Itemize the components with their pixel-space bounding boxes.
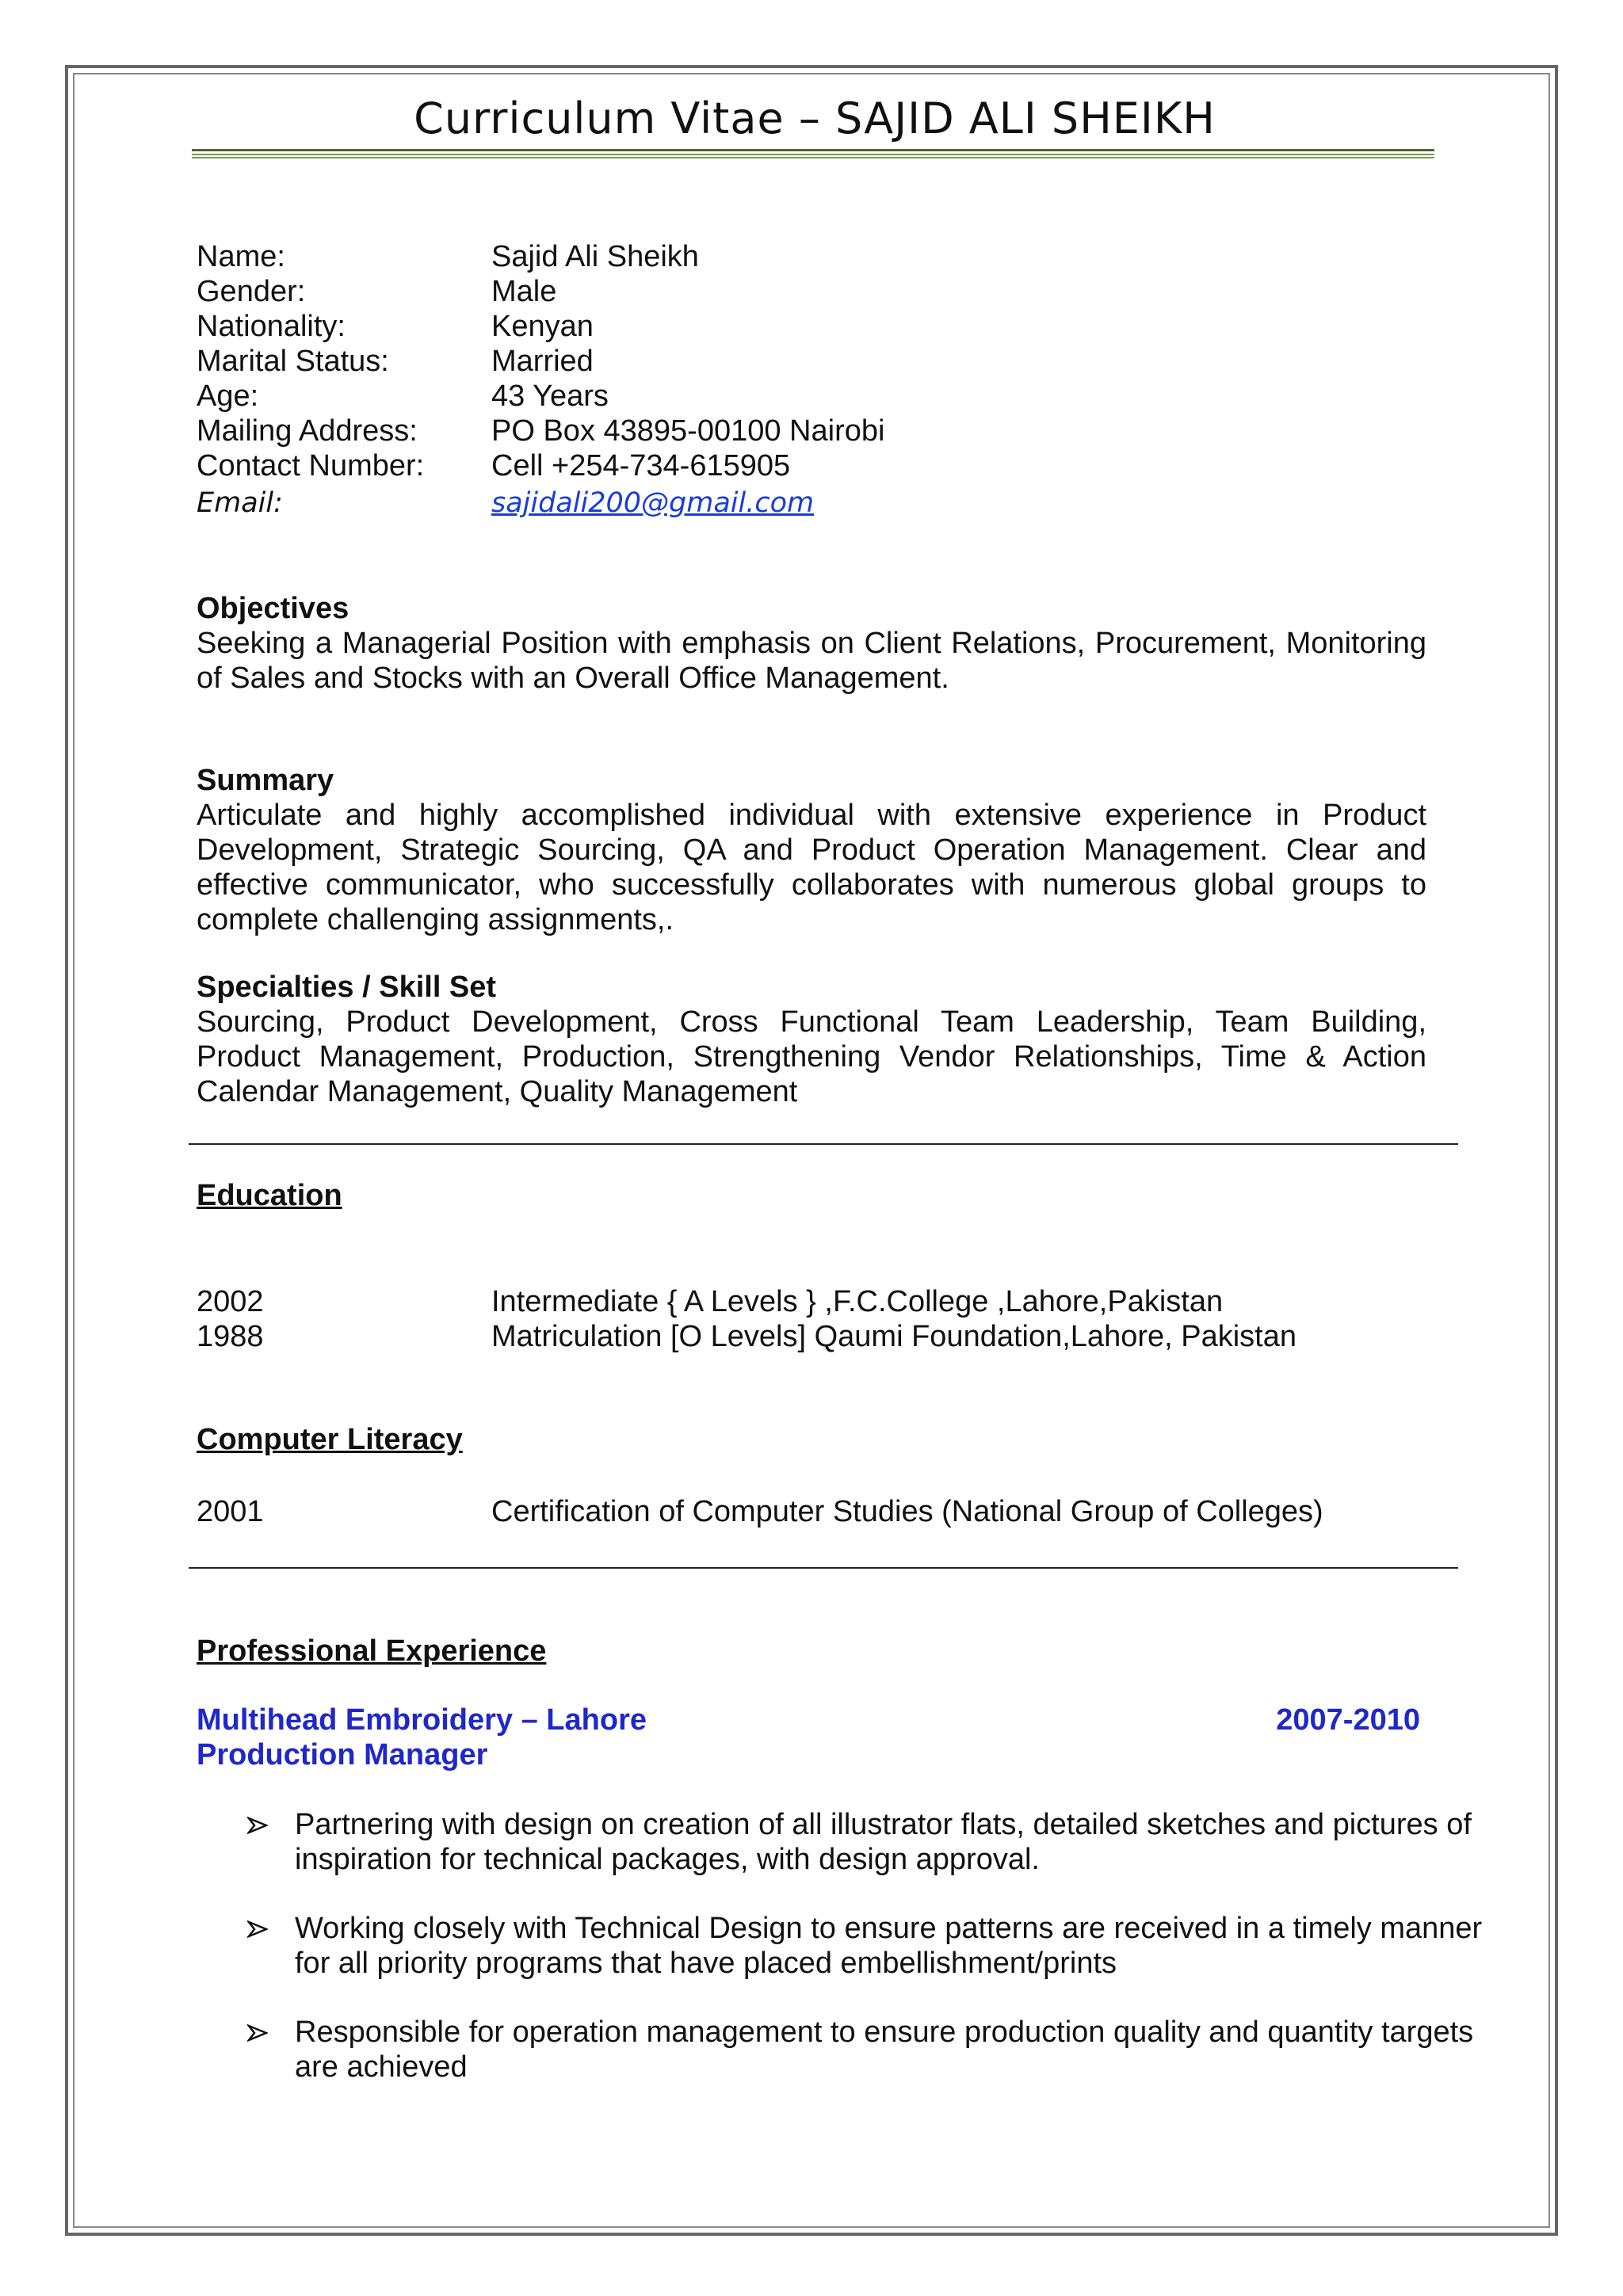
field-value: Kenyan (491, 310, 594, 343)
list-item (197, 1807, 1499, 1877)
experience-heading: Professional Experience (197, 1634, 547, 1668)
field-value: 43 Years (491, 379, 609, 413)
personal-details (197, 239, 1433, 523)
personal-row-marital-status (197, 344, 1433, 379)
personal-row-mailing-address (197, 414, 1433, 448)
computer-literacy-row (197, 1494, 1426, 1529)
field-label: Contact Number: (197, 449, 425, 482)
objectives-section (197, 591, 1426, 696)
field-label: Gender: (197, 275, 306, 308)
objectives-heading: Objectives (197, 592, 349, 625)
personal-row-contact-number (197, 448, 1433, 483)
skills-section (197, 970, 1426, 1109)
job-entry (197, 1703, 1426, 1772)
field-value: Married (491, 345, 594, 378)
page-title: Curriculum Vitae – SAJID ALI SHEIKH (414, 93, 1216, 143)
summary-heading: Summary (197, 764, 334, 797)
job-header (197, 1703, 1420, 1737)
field-label: Marital Status: (197, 345, 389, 378)
field-value: Cell +254-734-615905 (491, 449, 791, 482)
education-year: 2002 (197, 1285, 264, 1318)
education-detail: Matriculation [O Levels] Qaumi Foundation,Lahore, Pakistan (491, 1320, 1296, 1353)
education-row (197, 1319, 1426, 1354)
bullet-text: Responsible for operation management to ensure production quality and quantity targets are achieved (295, 2016, 1474, 2084)
bullet-text: Working closely with Technical Design to ensure patterns are received in a timely manner for all priority programs that have placed embellishment/prints (295, 1912, 1483, 1980)
computer-literacy-detail: Certification of Computer Studies (National Group of Colleges) (491, 1495, 1323, 1528)
personal-row-gender (197, 274, 1433, 309)
skills-heading: Specialties / Skill Set (197, 971, 497, 1004)
arrowhead-bullet-icon (247, 1817, 268, 1834)
personal-row-name (197, 239, 1433, 274)
email-link[interactable]: sajidali200@gmail.com (491, 487, 815, 519)
field-label: Age: (197, 379, 259, 413)
job-responsibilities (197, 1807, 1483, 2119)
skills-text: Sourcing, Product Development, Cross Functional Team Leadership, Team Building, Product Management, Production, Strengthening Vendor Relationships, Time & Action Calendar Management, Quality Management (197, 1005, 1426, 1108)
summary-section (197, 763, 1426, 937)
list-item (197, 2015, 1499, 2084)
education-list (197, 1284, 1426, 1354)
list-item (197, 1911, 1499, 1981)
email-label: Email: (197, 487, 283, 519)
education-year: 1988 (197, 1320, 264, 1353)
education-row (197, 1284, 1426, 1319)
computer-literacy-list (197, 1494, 1426, 1529)
personal-row-nationality (197, 309, 1433, 344)
field-value: PO Box 43895-00100 Nairobi (491, 414, 885, 448)
job-period: 2007-2010 (1276, 1703, 1420, 1737)
section-divider (189, 1567, 1458, 1569)
field-value: Sajid Ali Sheikh (491, 240, 699, 273)
title-underline (192, 149, 1434, 158)
computer-literacy-heading: Computer Literacy (197, 1423, 463, 1456)
arrowhead-bullet-icon (247, 1920, 268, 1938)
job-title: Production Manager (197, 1738, 488, 1772)
field-value: Male (491, 275, 557, 308)
bullet-text: Partnering with design on creation of all illustrator flats, detailed sketches and pictures of inspiration for technical packages, with design approval. (295, 1808, 1472, 1876)
personal-row-email (197, 483, 1433, 523)
education-detail: Intermediate { A Levels } ,F.C.College ,Lahore,Pakistan (491, 1285, 1224, 1318)
computer-literacy-section (197, 1422, 1426, 1457)
bullet-list (197, 1807, 1483, 2084)
education-heading: Education (197, 1179, 342, 1212)
field-label: Mailing Address: (197, 414, 418, 448)
summary-text: Articulate and highly accomplished individual with extensive experience in Product Development, Strategic Sourcing, QA and Product Operation Management. Clear and effective communicator, who successfully collaborates with numerous global groups to complete challenging assignments,. (197, 799, 1426, 936)
field-label: Name: (197, 240, 285, 273)
computer-literacy-year: 2001 (197, 1495, 264, 1528)
arrowhead-bullet-icon (247, 2024, 268, 2042)
education-section (197, 1178, 1426, 1213)
objectives-text: Seeking a Managerial Position with emphasis on Client Relations, Procurement, Monitoring of Sales and Stocks with an Overall Office Management. (197, 627, 1426, 695)
job-company: Multihead Embroidery – Lahore (197, 1703, 647, 1737)
experience-section (197, 1634, 1426, 1669)
field-label: Nationality: (197, 310, 346, 343)
personal-row-age (197, 379, 1433, 414)
section-divider (189, 1143, 1458, 1145)
